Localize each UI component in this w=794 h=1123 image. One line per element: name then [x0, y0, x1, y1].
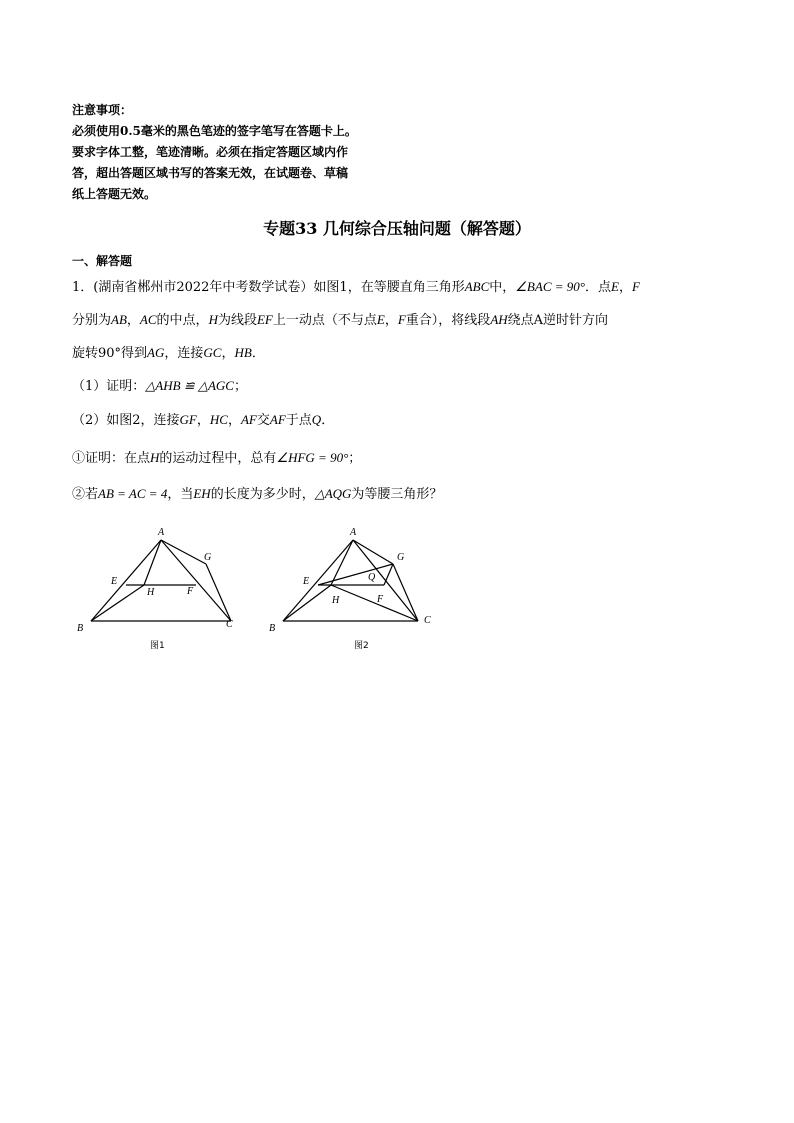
- notice-heading: 注意事项：: [72, 103, 133, 117]
- point-label-e: E: [111, 576, 118, 587]
- point-label-e: E: [303, 576, 310, 587]
- figure-2-caption: 图2: [354, 641, 369, 651]
- notice-block: [72, 100, 432, 205]
- notice-line: 答，超出答题区域书写的答案无效，在试题卷、草稿: [72, 166, 349, 180]
- point-label-a: A: [350, 527, 357, 538]
- point-label-f: F: [377, 594, 384, 605]
- section-heading: 一、解答题: [72, 254, 133, 268]
- problem-line-3: 旋转90°得到AG，连接GC，HB．: [72, 345, 265, 361]
- point-label-h: H: [147, 587, 155, 598]
- figure-1-caption: 图1: [150, 641, 165, 651]
- problem-line-1: 1．(湖南省郴州市2022年中考数学试卷）如图1，在等腰直角三角形ABC中，∠BAC = 90°．点E，F: [72, 279, 640, 295]
- point-label-g: G: [204, 552, 212, 563]
- point-label-b: B: [269, 623, 276, 634]
- point-label-q: Q: [368, 572, 376, 583]
- subquestion-1: ①证明：在点H的运动过程中，总有∠HFG = 90°；: [72, 450, 362, 466]
- figure-2: [262, 520, 442, 655]
- notice-line: 要求字体工整，笔迹清晰。必须在指定答题区域内作: [72, 145, 349, 159]
- subquestion-2: ②若AB = AC = 4，当EH的长度为多少时，△AQG为等腰三角形？: [72, 486, 443, 502]
- point-label-b: B: [77, 623, 84, 634]
- question-1: （1）证明：△AHB ≌ △AGC；: [72, 378, 247, 394]
- problem-line-2: 分别为AB，AC的中点，H为线段EF上一动点（不与点E，F重合），将线段AH绕点A逆时针方向: [72, 312, 609, 328]
- point-label-f: F: [187, 586, 194, 597]
- question-2: （2）如图2，连接GF，HC，AF交AF于点Q．: [72, 412, 335, 428]
- point-label-g: G: [397, 552, 405, 563]
- figure-1: [70, 520, 250, 655]
- point-label-h: H: [332, 595, 340, 606]
- point-label-c: C: [424, 615, 431, 626]
- page-title: 专题33 几何综合压轴问题（解答题）: [263, 219, 531, 238]
- point-label-c: C: [226, 619, 233, 630]
- point-label-a: A: [158, 527, 165, 538]
- notice-line: 必须使用0.5毫米的黑色笔迹的签字笔写在答题卡上。: [72, 124, 357, 138]
- notice-line: 纸上答题无效。: [72, 187, 157, 201]
